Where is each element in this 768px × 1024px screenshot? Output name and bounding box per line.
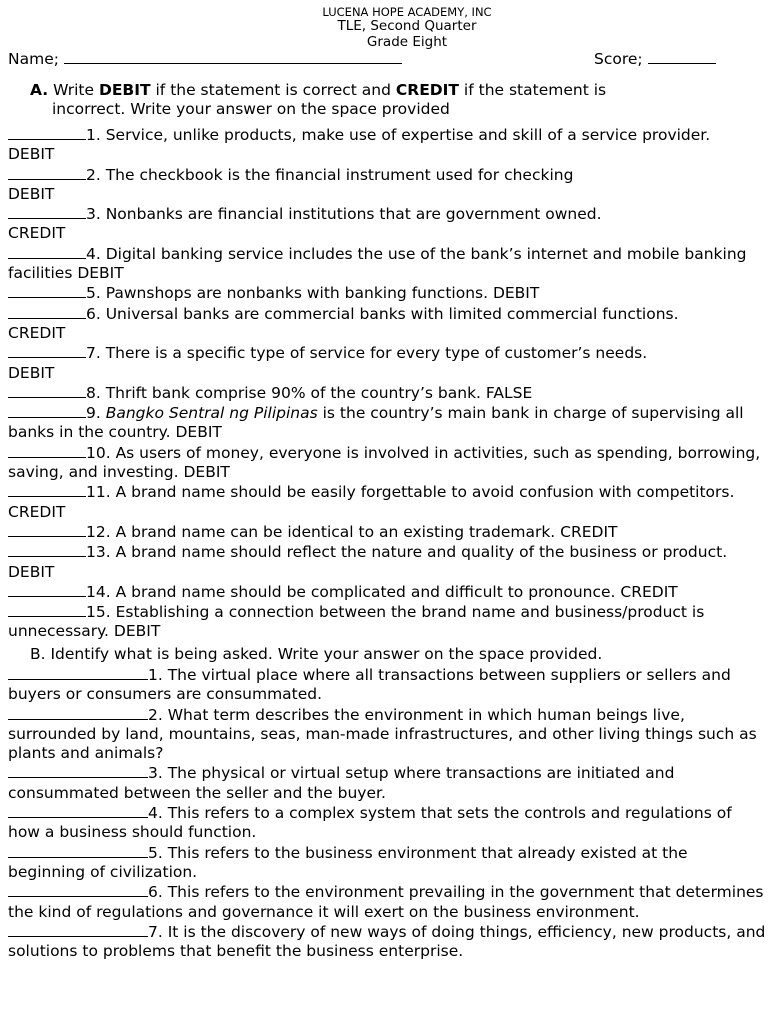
written-answer: CREDIT — [8, 323, 66, 342]
question-item — [8, 165, 766, 185]
instruction-text: if the statement is correct and — [150, 81, 396, 99]
question-text: 5. This refers to the business environment that already existed at the beginning of civilization. — [8, 843, 688, 881]
answer-blank[interactable] — [8, 922, 148, 937]
grade-level: Grade Eight — [366, 34, 448, 50]
answer-blank[interactable] — [8, 343, 86, 358]
subject-title: TLE, Second Quarter — [337, 18, 477, 34]
answer-blank[interactable] — [8, 602, 86, 617]
question-item — [8, 383, 766, 403]
keyword-credit: CREDIT — [395, 81, 459, 99]
school-name: LUCENA HOPE ACADEMY, INC — [322, 5, 492, 19]
section-b-instruction: B. Identify what is being asked. Write your answer on the space provided. — [30, 645, 603, 663]
question-text: is the country’s main bank in charge of supervising all banks in the country. DEBIT — [8, 404, 744, 442]
answer-blank[interactable] — [8, 542, 86, 557]
answer-blank[interactable] — [8, 304, 86, 319]
instruction-text: Write — [53, 81, 99, 99]
answer-blank[interactable] — [8, 482, 86, 497]
question-text: 7. It is the discovery of new ways of doing things, efficiency, new products, and solutions to problems that benefit the business enterprise. — [8, 922, 766, 961]
section-a-instruction — [30, 81, 760, 120]
question-item — [8, 882, 766, 922]
score-label: Score; — [594, 50, 643, 68]
answer-blank[interactable] — [8, 443, 86, 458]
question-item — [8, 443, 766, 483]
answer-blank[interactable] — [8, 843, 148, 858]
answer-blank[interactable] — [8, 522, 86, 537]
name-blank[interactable] — [64, 48, 402, 64]
question-text: 13. A brand name should reflect the nature and quality of the business or product. DEBIT — [8, 543, 728, 581]
question-item — [8, 283, 766, 303]
question-item — [8, 244, 766, 284]
answer-blank[interactable] — [8, 383, 86, 398]
keyword-debit: DEBIT — [98, 81, 151, 99]
answer-blank[interactable] — [8, 165, 86, 180]
answer-blank[interactable] — [8, 244, 86, 259]
question-text: 1. Service, unlike products, make use of expertise and skill of a service provider. — [86, 126, 711, 144]
score-blank[interactable] — [648, 48, 716, 64]
question-text: 4. This refers to a complex system that sets the controls and regulations of how a business should function. — [8, 804, 732, 842]
question-item — [8, 343, 766, 363]
question-text: 15. Establishing a connection between the brand name and business/product is unnecessary. DEBIT — [8, 603, 705, 641]
question-text: 7. There is a specific type of service for every type of customer’s needs. — [86, 344, 648, 363]
question-text: 6. This refers to the environment prevailing in the government that determines the kind of regulations and governance it will exert on the business environment. — [8, 883, 764, 921]
answer-blank[interactable] — [8, 204, 86, 219]
question-item — [8, 522, 766, 542]
question-item — [8, 304, 766, 324]
instruction-text: if the statement is — [459, 81, 607, 99]
answer-blank[interactable] — [8, 665, 148, 680]
answer-blank[interactable] — [8, 763, 148, 778]
question-item — [8, 602, 766, 642]
question-text: 2. What term describes the environment in which human beings live, surrounded by land, mountains, seas, man-made infrastructures, and other living things such as plants and animals? — [8, 705, 757, 763]
question-item — [8, 403, 766, 443]
question-number: 9. — [86, 404, 106, 423]
name-field — [8, 48, 402, 69]
question-text: 4. Digital banking service includes the use of the bank’s internet and mobile banking facilities DEBIT — [8, 244, 747, 283]
answer-blank[interactable] — [8, 283, 86, 298]
question-item — [8, 204, 766, 224]
question-text: 2. The checkbook is the financial instrument used for checking — [86, 165, 574, 184]
answer-blank[interactable] — [8, 403, 86, 418]
question-text: 8. Thrift bank comprise 90% of the country’s bank. FALSE — [86, 383, 533, 402]
question-item — [8, 843, 766, 883]
italic-term: Bangko Sentral ng Pilipinas — [105, 404, 318, 423]
section-a-items — [8, 125, 766, 642]
written-answer: DEBIT — [8, 184, 55, 203]
answer-blank[interactable] — [8, 125, 86, 140]
answer-blank[interactable] — [8, 705, 148, 720]
written-answer: DEBIT — [8, 145, 55, 164]
question-text: 1. The virtual place where all transactions between suppliers or sellers and buyers or consumers are consummated. — [8, 666, 731, 704]
question-item — [8, 582, 766, 602]
question-text: 11. A brand name should be easily forgettable to avoid confusion with competitors. CREDIT — [8, 483, 735, 521]
question-item — [8, 542, 766, 582]
question-item — [8, 125, 766, 145]
question-text: 5. Pawnshops are nonbanks with banking functions. DEBIT — [86, 284, 540, 303]
question-text: 14. A brand name should be complicated and difficult to pronounce. CREDIT — [86, 582, 678, 601]
answer-blank[interactable] — [8, 803, 148, 818]
section-a-letter: A. — [30, 81, 49, 99]
written-answer: CREDIT — [8, 224, 66, 243]
question-item — [8, 803, 766, 843]
question-text: 3. The physical or virtual setup where transactions are initiated and consummated between the seller and the buyer. — [8, 764, 675, 802]
score-field — [594, 48, 716, 69]
name-label: Name; — [8, 50, 59, 68]
question-item — [8, 665, 766, 705]
question-text: 6. Universal banks are commercial banks with limited commercial functions. — [86, 304, 679, 323]
answer-blank[interactable] — [8, 882, 148, 897]
answer-blank[interactable] — [8, 582, 86, 597]
question-item — [8, 705, 766, 764]
question-text: 10. As users of money, everyone is involved in activities, such as spending, borrowing, saving, and investing. DEBIT — [8, 443, 761, 482]
section-b-items — [8, 665, 766, 961]
written-answer: DEBIT — [8, 363, 55, 382]
question-item — [8, 922, 766, 962]
question-item — [8, 482, 766, 522]
question-item — [8, 763, 766, 803]
question-text: 12. A brand name can be identical to an existing trademark. CREDIT — [86, 522, 618, 541]
question-text: 3. Nonbanks are financial institutions that are government owned. — [86, 205, 602, 224]
instruction-continued: incorrect. Write your answer on the space provided — [52, 100, 450, 119]
